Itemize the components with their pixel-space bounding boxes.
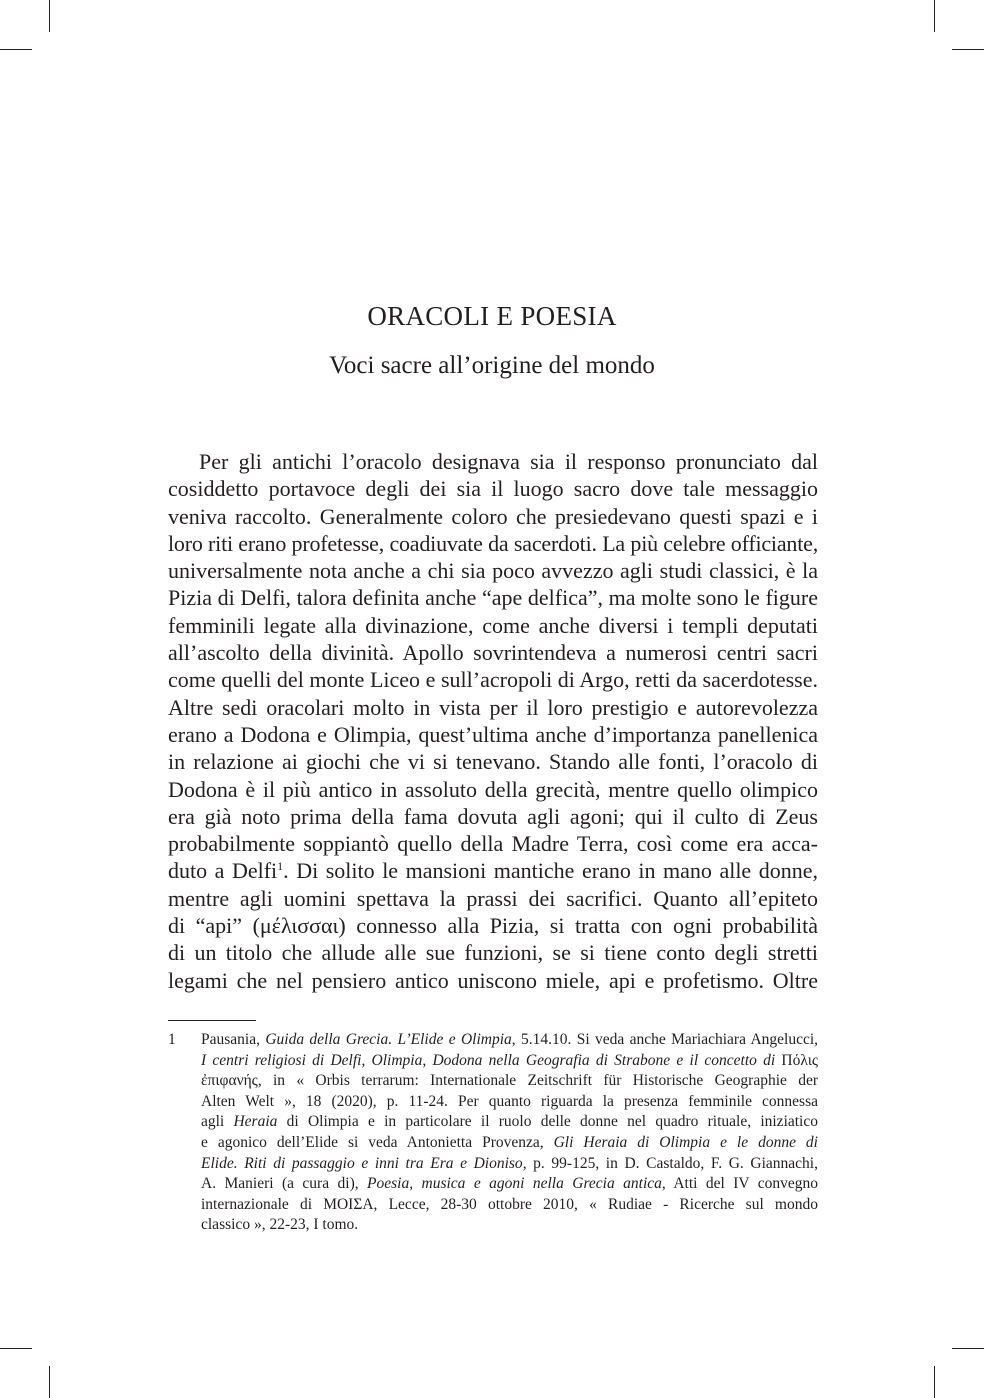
body-line: di “api” (μέλισσαι) connesso alla Pizia, si tratta con ogni probabilità: [168, 913, 818, 939]
footnote-text: [201, 1030, 818, 1236]
footnote-italic: Poesia, musica e agoni nella Grecia antica: [367, 1175, 662, 1193]
body-line: Altre sedi oracolari molto in vista per il loro prestigio e autorevolezza: [168, 694, 818, 720]
footnote-line: [201, 1174, 818, 1195]
crop-mark-top-right-horizontal: [952, 49, 984, 50]
footnote-line: [201, 1030, 818, 1051]
crop-mark-top-left: [49, 0, 50, 32]
body-text: [168, 448, 818, 994]
footnote-line: [201, 1154, 818, 1175]
footnote-segment: , 5.14.10. Si veda anche Mariachiara Angelucci,: [511, 1031, 819, 1048]
body-line: cosiddetto portavoce degli dei sia il luogo sacro dove tale messaggio: [168, 476, 818, 502]
footnote-segment: , p. 99-125, in D. Castaldo, F. G. Giannachi,: [522, 1154, 818, 1172]
body-line: di un titolo che allude alle sue funzioni, se si tiene conto degli stretti: [168, 940, 818, 966]
footnote-line: [201, 1051, 818, 1072]
footnote-italic: Elide. Riti di passaggio e inni tra Era e Dioniso: [201, 1154, 523, 1172]
crop-mark-bottom-left-horizontal: [0, 1348, 32, 1349]
footnote-segment: di Olimpia e in particolare il ruolo delle donne nel quadro rituale, iniziatico: [277, 1113, 818, 1131]
crop-mark-bottom-right-horizontal: [952, 1348, 984, 1349]
body-text-segment: . Di solito le mansioni mantiche erano in mano alle donne,: [283, 858, 818, 884]
footnote-separator: [168, 1020, 256, 1021]
footnote-segment: Pausania,: [201, 1031, 266, 1048]
footnote-line: internazionale di ΜΟΙΣΑ, Lecce, 28-30 ottobre 2010, « Rudiae - Ricerche sul mondo: [201, 1195, 818, 1213]
body-line: erano a Dodona e Olimpia, quest’ultima anche d’importanza panellenica: [168, 721, 818, 747]
footnote-line: Alten Welt », 18 (2020), p. 11-24. Per quanto riguarda la presenza femminile connessa: [201, 1092, 818, 1110]
body-line: Per gli antichi l’oracolo designava sia il responso pronunciato dal: [199, 449, 818, 474]
footnote-italic: Gli Heraia di Olimpia e le donne di: [553, 1133, 818, 1151]
footnote-line: [201, 1133, 818, 1154]
body-line: probabilmente soppiantò quello della Madre Terra, così come era acca-: [168, 831, 818, 857]
footnote-reference[interactable]: 1: [277, 859, 284, 874]
chapter-subtitle: Voci sacre all’origine del mondo: [329, 352, 655, 379]
footnote-segment: A. Manieri (a cura di),: [201, 1175, 368, 1193]
body-line: universalmente nota anche a chi sia poco avvezzo agli studi classici, è la: [168, 558, 818, 584]
footnote-italic: I centri religiosi di Delfi, Olimpia, Dodona nella Geografia di Strabone e il concetto di: [201, 1051, 782, 1069]
crop-mark-bottom-left: [49, 1366, 50, 1398]
chapter-title: ORACOLI E POESIA: [367, 301, 617, 331]
body-line: legami che nel pensiero antico uniscono miele, api e profetismo. Oltre: [168, 967, 818, 993]
body-line: veniva raccolto. Generalmente coloro che presiedevano questi spazi e i: [168, 503, 818, 529]
footnote-greek: ἐπιφανής: [201, 1072, 258, 1090]
body-line: era già noto prima della fama dovuta agli agoni; qui il culto di Zeus: [168, 803, 818, 829]
footnote-greek: Πόλις: [781, 1051, 818, 1069]
footnote-line: classico », 22-23, I tomo.: [201, 1216, 359, 1234]
body-line: Pizia di Delfi, talora definita anche “ape delfica”, ma molte sono le figure: [168, 585, 818, 611]
footnote-italic: Guida della Grecia. L’Elide e Olimpia: [265, 1031, 512, 1048]
footnote-segment: , in « Orbis terrarum: Internationale Zeitschrift für Historische Geographie der: [257, 1072, 818, 1090]
body-line-with-footnote-ref: [168, 857, 818, 884]
footnote-line: [201, 1071, 818, 1092]
body-line: Dodona è il più antico in assoluto della grecità, mentre quello olimpico: [168, 776, 818, 802]
body-line: loro riti erano profetesse, coadiuvate da sacerdoti. La più celebre officiante,: [168, 530, 818, 556]
body-line: femminili legate alla divinazione, come anche diversi i templi deputati: [168, 612, 818, 638]
body-text-segment: duto a Delfi: [168, 858, 278, 884]
footnote-line: [201, 1112, 818, 1133]
crop-mark-bottom-right: [934, 1366, 935, 1398]
footnote-segment: e agonico dell’Elide si veda Antonietta Provenza,: [201, 1133, 554, 1151]
body-line: come quelli del monte Liceo e sull’acropoli di Argo, retti da sacerdotesse.: [168, 667, 818, 693]
crop-mark-top-left-horizontal: [0, 49, 32, 50]
body-line: in relazione ai giochi che vi si tenevano. Stando alle fonti, l’oracolo di: [168, 749, 818, 775]
footnote-segment: agli: [201, 1113, 234, 1131]
footnote-italic: Heraia: [233, 1113, 278, 1131]
body-line: all’ascolto della divinità. Apollo sovrintendeva a numerosi centri sacri: [168, 640, 818, 666]
crop-mark-top-right: [934, 0, 935, 32]
footnote-number: 1: [168, 1031, 176, 1048]
body-line: mentre agli uomini spettava la prassi dei sacrifici. Quanto all’epiteto: [168, 885, 818, 911]
footnote-segment: , Atti del IV convegno: [661, 1175, 818, 1193]
